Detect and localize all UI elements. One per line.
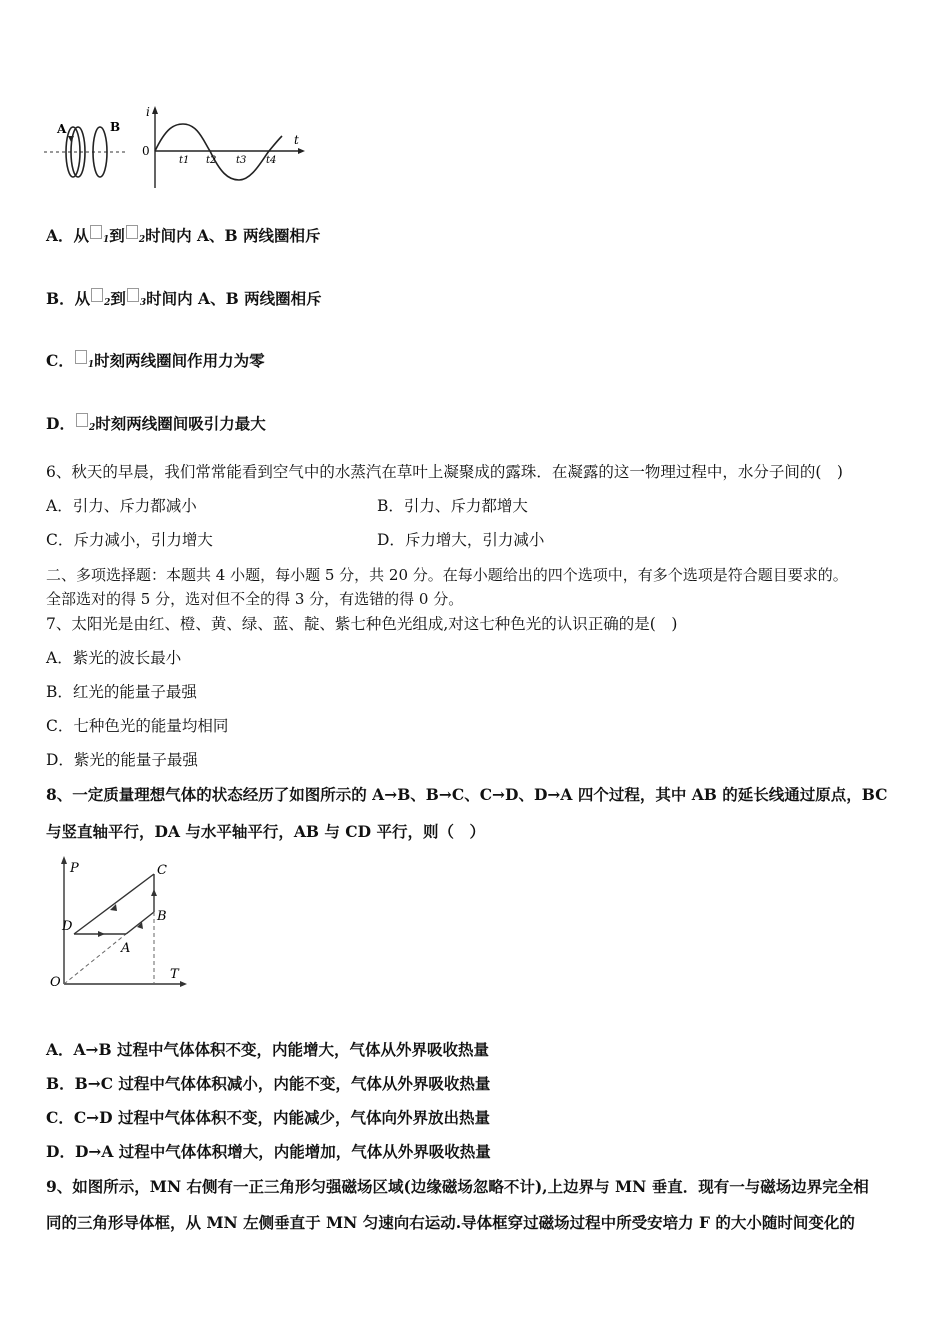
q5-b-text: 时间内 A、B 两线圈相斥 <box>146 289 322 308</box>
formula-placeholder-icon <box>75 350 87 364</box>
q7-option-b: B．红光的能量子最强 <box>46 683 197 701</box>
q5-b-mid: 到 <box>110 289 126 308</box>
coils-current-figure <box>40 100 310 195</box>
coil-a-label: A <box>57 122 67 136</box>
q8-stem-line2: 与竖直轴平行，DA 与水平轴平行，AB 与 CD 平行，则（ ） <box>46 822 485 841</box>
point-c-label: C <box>157 863 167 878</box>
current-sine-curve <box>155 124 282 180</box>
section2-line1: 二、多项选择题：本题共 4 小题，每小题 5 分，共 20 分。在每小题给出的四个选项中，有多个选项是符合题目要求的。 <box>46 566 848 584</box>
q6-option-a: A．引力、斥力都减小 <box>46 497 197 515</box>
tick-t4: t4 <box>266 155 277 166</box>
q7-option-d: D．紫光的能量子最强 <box>46 751 198 769</box>
q6-option-d: D．斥力增大，引力减小 <box>377 531 545 549</box>
q8-option-b: B．B→C 过程中气体体积减小，内能不变，气体从外界吸收热量 <box>46 1074 491 1093</box>
q8-stem-line1: 8、一定质量理想气体的状态经历了如图所示的 A→B、B→C、C→D、D→A 四个过程，其中 AB 的延长线通过原点，BC <box>46 785 888 804</box>
q6-option-b: B．引力、斥力都增大 <box>377 497 528 515</box>
q5-option-d <box>46 413 266 438</box>
graph-t-label: t <box>294 133 299 147</box>
q5-c-prefix: C． <box>46 351 74 370</box>
origin-label: O <box>50 975 61 990</box>
q5-a-text: 时间内 A、B 两线圈相斥 <box>145 226 321 245</box>
p-axis-label: P <box>70 861 79 876</box>
tick-t1: t1 <box>179 155 190 166</box>
coil-b-label: B <box>110 120 121 134</box>
point-b-label: B <box>157 909 167 924</box>
q5-b-sub1: 2 <box>104 298 111 308</box>
q5-option-a <box>46 225 321 250</box>
q5-a-mid: 到 <box>109 226 125 245</box>
q5-d-text: 时刻两线圈间吸引力最大 <box>95 414 266 433</box>
formula-placeholder-icon <box>91 288 103 302</box>
q5-d-sub1: 2 <box>88 423 96 433</box>
formula-placeholder-icon <box>76 413 88 427</box>
q5-option-c <box>46 350 265 375</box>
q8-option-d: D．D→A 过程中气体体积增大，内能增加，气体从外界吸收热量 <box>46 1142 491 1161</box>
t-axis-label: T <box>170 967 179 982</box>
tick-t3: t3 <box>236 155 247 166</box>
formula-placeholder-icon <box>127 288 139 302</box>
arrow-da <box>98 931 105 937</box>
graph-i-arrow <box>152 106 158 114</box>
q7-stem: 7、太阳光是由红、橙、黄、绿、蓝、靛、紫七种色光组成,对这七种色光的认识正确的是( ) <box>46 615 678 633</box>
point-d-label: D <box>62 919 73 934</box>
t-axis-arrow <box>180 981 187 987</box>
p-axis-arrow <box>61 856 67 864</box>
q5-b-prefix: B．从 <box>46 289 91 308</box>
arrow-bc <box>151 889 157 896</box>
q5-c-text: 时刻两线圈间作用力为零 <box>94 351 265 370</box>
q8-option-a: A．A→B 过程中气体体积不变，内能增大，气体从外界吸收热量 <box>46 1040 490 1059</box>
q7-option-c: C．七种色光的能量均相同 <box>46 717 229 735</box>
q6-option-c: C．斥力减小，引力增大 <box>46 531 213 549</box>
q9-stem-line1: 9、如图所示，MN 右侧有一正三角形匀强磁场区域(边缘磁场忽略不计),上边界与 MN 垂直．现有一与磁场边界完全相 <box>46 1177 869 1196</box>
formula-placeholder-icon <box>90 225 102 239</box>
q5-option-b <box>46 288 322 313</box>
q7-option-a: A．紫光的波长最小 <box>46 649 182 667</box>
graph-origin-label: 0 <box>142 144 150 158</box>
origin-dashed-line <box>64 934 126 984</box>
q5-a-sub1: 1 <box>103 235 110 245</box>
segment-ab <box>126 912 154 934</box>
p-t-diagram <box>46 852 196 992</box>
q9-stem-line2: 同的三角形导体框，从 MN 左侧垂直于 MN 匀速向右运动.导体框穿过磁场过程中所受安培力 F 的大小随时间变化的 <box>46 1213 855 1232</box>
section2-line2: 全部选对的得 5 分，选对但不全的得 3 分，有选错的得 0 分。 <box>46 590 464 608</box>
q8-option-c: C．C→D 过程中气体体积不变，内能减少，气体向外界放出热量 <box>46 1108 490 1127</box>
q5-a-sub2: 2 <box>138 235 146 245</box>
q5-b-sub2: 3 <box>139 298 147 308</box>
q6-stem: 6、秋天的早晨，我们常常能看到空气中的水蒸汽在草叶上凝聚成的露珠．在凝露的这一物理过程中，水分子间的( ) <box>46 463 843 481</box>
graph-t-arrow <box>298 148 305 154</box>
formula-placeholder-icon <box>126 225 138 239</box>
coil-current-arrow <box>68 136 74 142</box>
q5-c-sub1: 1 <box>87 360 95 370</box>
tick-t2: t2 <box>206 155 217 166</box>
point-a-label: A <box>121 941 131 956</box>
q5-a-prefix: A．从 <box>46 226 90 245</box>
graph-i-label: i <box>146 105 150 119</box>
q5-d-prefix: D． <box>46 414 75 433</box>
